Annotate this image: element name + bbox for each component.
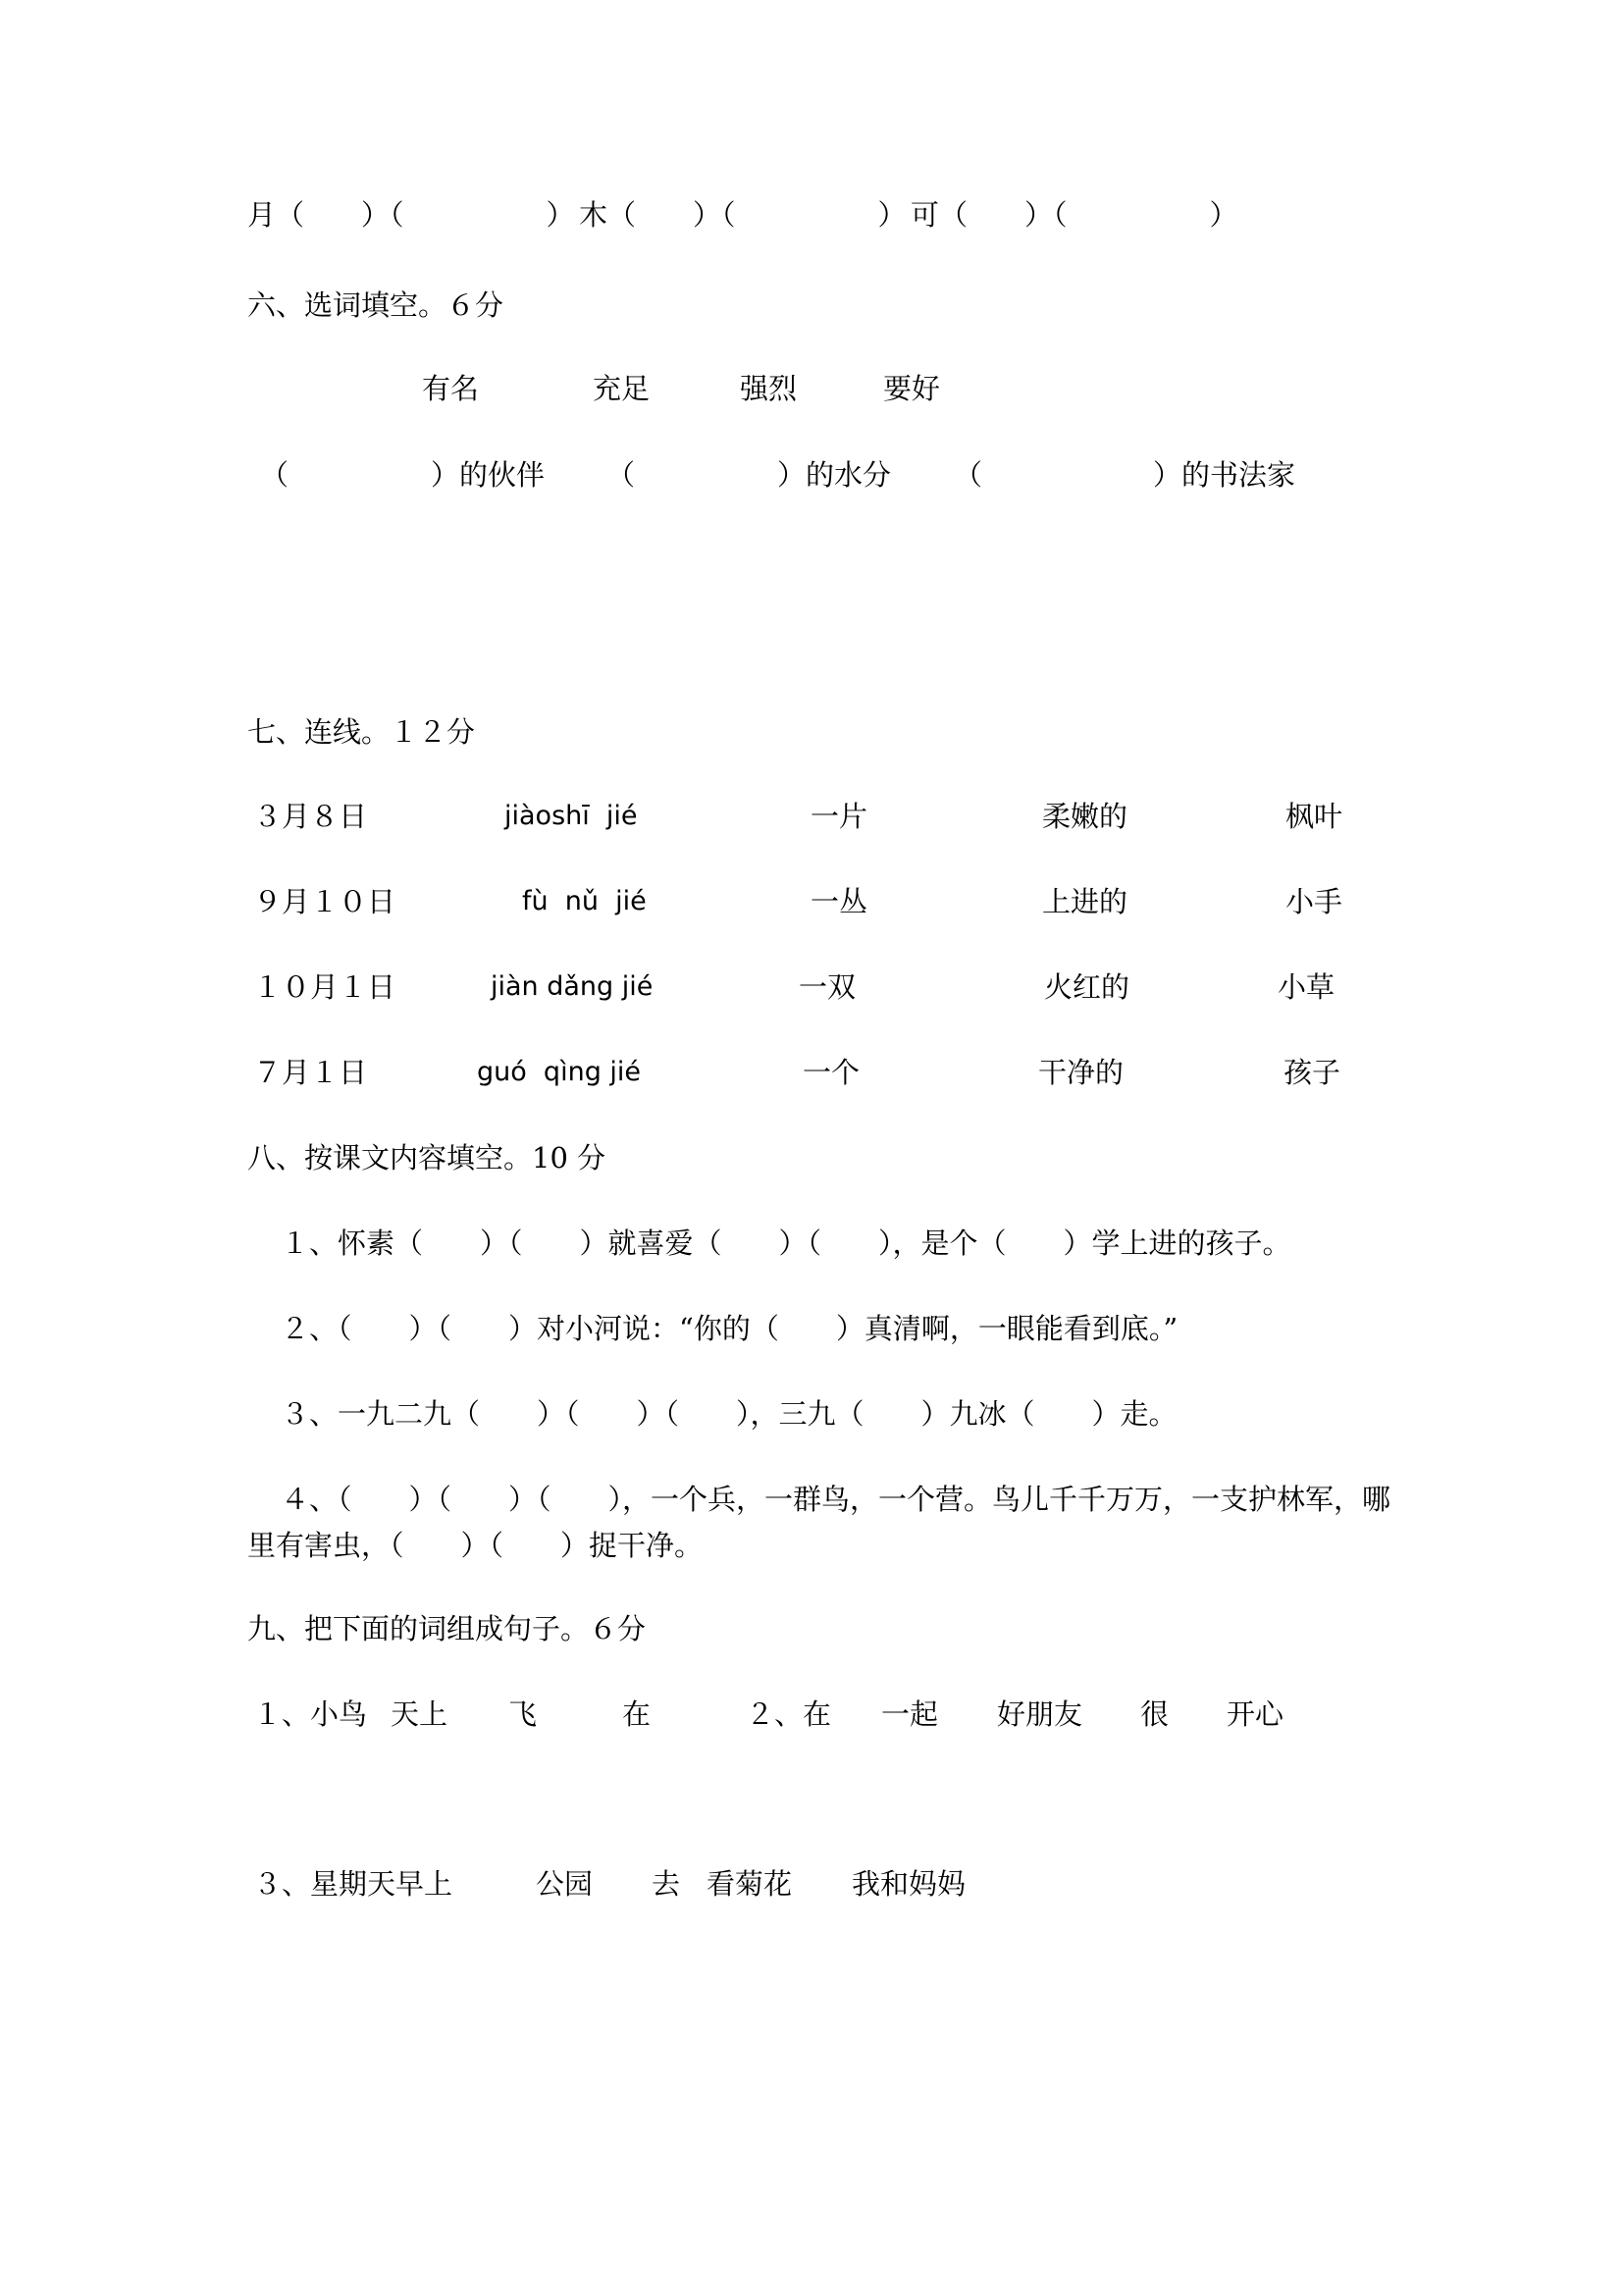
adjective-cell: 干净的 (1038, 1056, 1125, 1089)
adjective-cell: 柔嫩的 (1042, 800, 1128, 833)
sentence-word: 天上 (391, 1697, 448, 1731)
fill-blank: （ ）的书法家 (954, 458, 1296, 492)
word-choice: 要好 (883, 372, 941, 405)
fill-in-item: ４、（ ）（ ）（ ），一个兵，一群鸟，一个营。鸟儿千千万万，一支护林军，哪 (281, 1483, 1391, 1516)
word-choice: 充足 (593, 372, 651, 405)
fill-in-item: ３、一九二九（ ）（ ）（ ），三九（ ）九冰（ ）走。 (281, 1397, 1178, 1431)
fill-in-item-continued: 里有害虫，（ ）（ ）捉干净。 (247, 1529, 704, 1562)
noun-cell: 孩子 (1283, 1056, 1341, 1089)
sentence-word: 飞 (508, 1697, 538, 1731)
section-8-title: 八、按课文内容填空。10 分 (247, 1141, 606, 1174)
section-9-title: 九、把下面的词组成句子。６分 (247, 1612, 647, 1645)
sentence-word: ２、在 (746, 1697, 832, 1731)
sentence-word: 我和妈妈 (852, 1867, 967, 1901)
fill-blank: （ ）的伙伴 (260, 458, 546, 492)
top-blank-ke: 可（ ）（ ） (911, 198, 1238, 232)
sentence-word: 看菊花 (707, 1867, 793, 1901)
top-blank-mu: 木（ ）（ ） (579, 198, 907, 232)
sentence-word: 很 (1140, 1697, 1170, 1731)
word-choice: 强烈 (740, 372, 798, 405)
measure-word-cell: 一双 (799, 970, 857, 1004)
date-cell: ３月８日 (253, 800, 368, 833)
noun-cell: 小手 (1285, 885, 1343, 918)
sentence-word: 去 (652, 1867, 681, 1901)
sentence-word: 在 (622, 1697, 652, 1731)
sentence-word: 开心 (1227, 1697, 1284, 1731)
word-choice: 有名 (422, 372, 480, 405)
fill-in-item: ２、（ ）（ ）对小河说：“你的（ ）真清啊，一眼能看到底。” (281, 1312, 1179, 1345)
adjective-cell: 火红的 (1044, 970, 1130, 1004)
date-cell: ７月１日 (253, 1056, 368, 1089)
noun-cell: 枫叶 (1285, 800, 1343, 833)
sentence-word: 一起 (881, 1697, 939, 1731)
measure-word-cell: 一丛 (811, 885, 868, 918)
fill-blank: （ ）的水分 (606, 458, 892, 492)
sentence-word: 好朋友 (997, 1697, 1083, 1731)
top-blank-yue: 月（ ）（ ） (247, 198, 575, 232)
pinyin-cell: guó qìng jié (477, 1057, 642, 1087)
date-cell: ９月１０日 (253, 885, 396, 918)
sentence-word: ３、星期天早上 (253, 1867, 453, 1901)
sentence-word: １、小鸟 (253, 1697, 368, 1731)
date-cell: １０月１日 (253, 970, 396, 1004)
measure-word-cell: 一个 (803, 1056, 861, 1089)
noun-cell: 小草 (1278, 970, 1336, 1004)
measure-word-cell: 一片 (811, 800, 868, 833)
section-6-title: 六、选词填空。６分 (247, 288, 504, 322)
adjective-cell: 上进的 (1042, 885, 1128, 918)
pinyin-cell: jiàn dǎng jié (491, 971, 654, 1002)
fill-in-item: １、怀素（ ）（ ）就喜爱（ ）（ ），是个（ ）学上进的孩子。 (281, 1226, 1291, 1260)
section-7-title: 七、连线。１２分 (247, 715, 476, 749)
sentence-word: 公园 (536, 1867, 594, 1901)
pinyin-cell: jiàoshī jié (504, 801, 638, 831)
pinyin-cell: fù nǔ jié (522, 886, 647, 916)
